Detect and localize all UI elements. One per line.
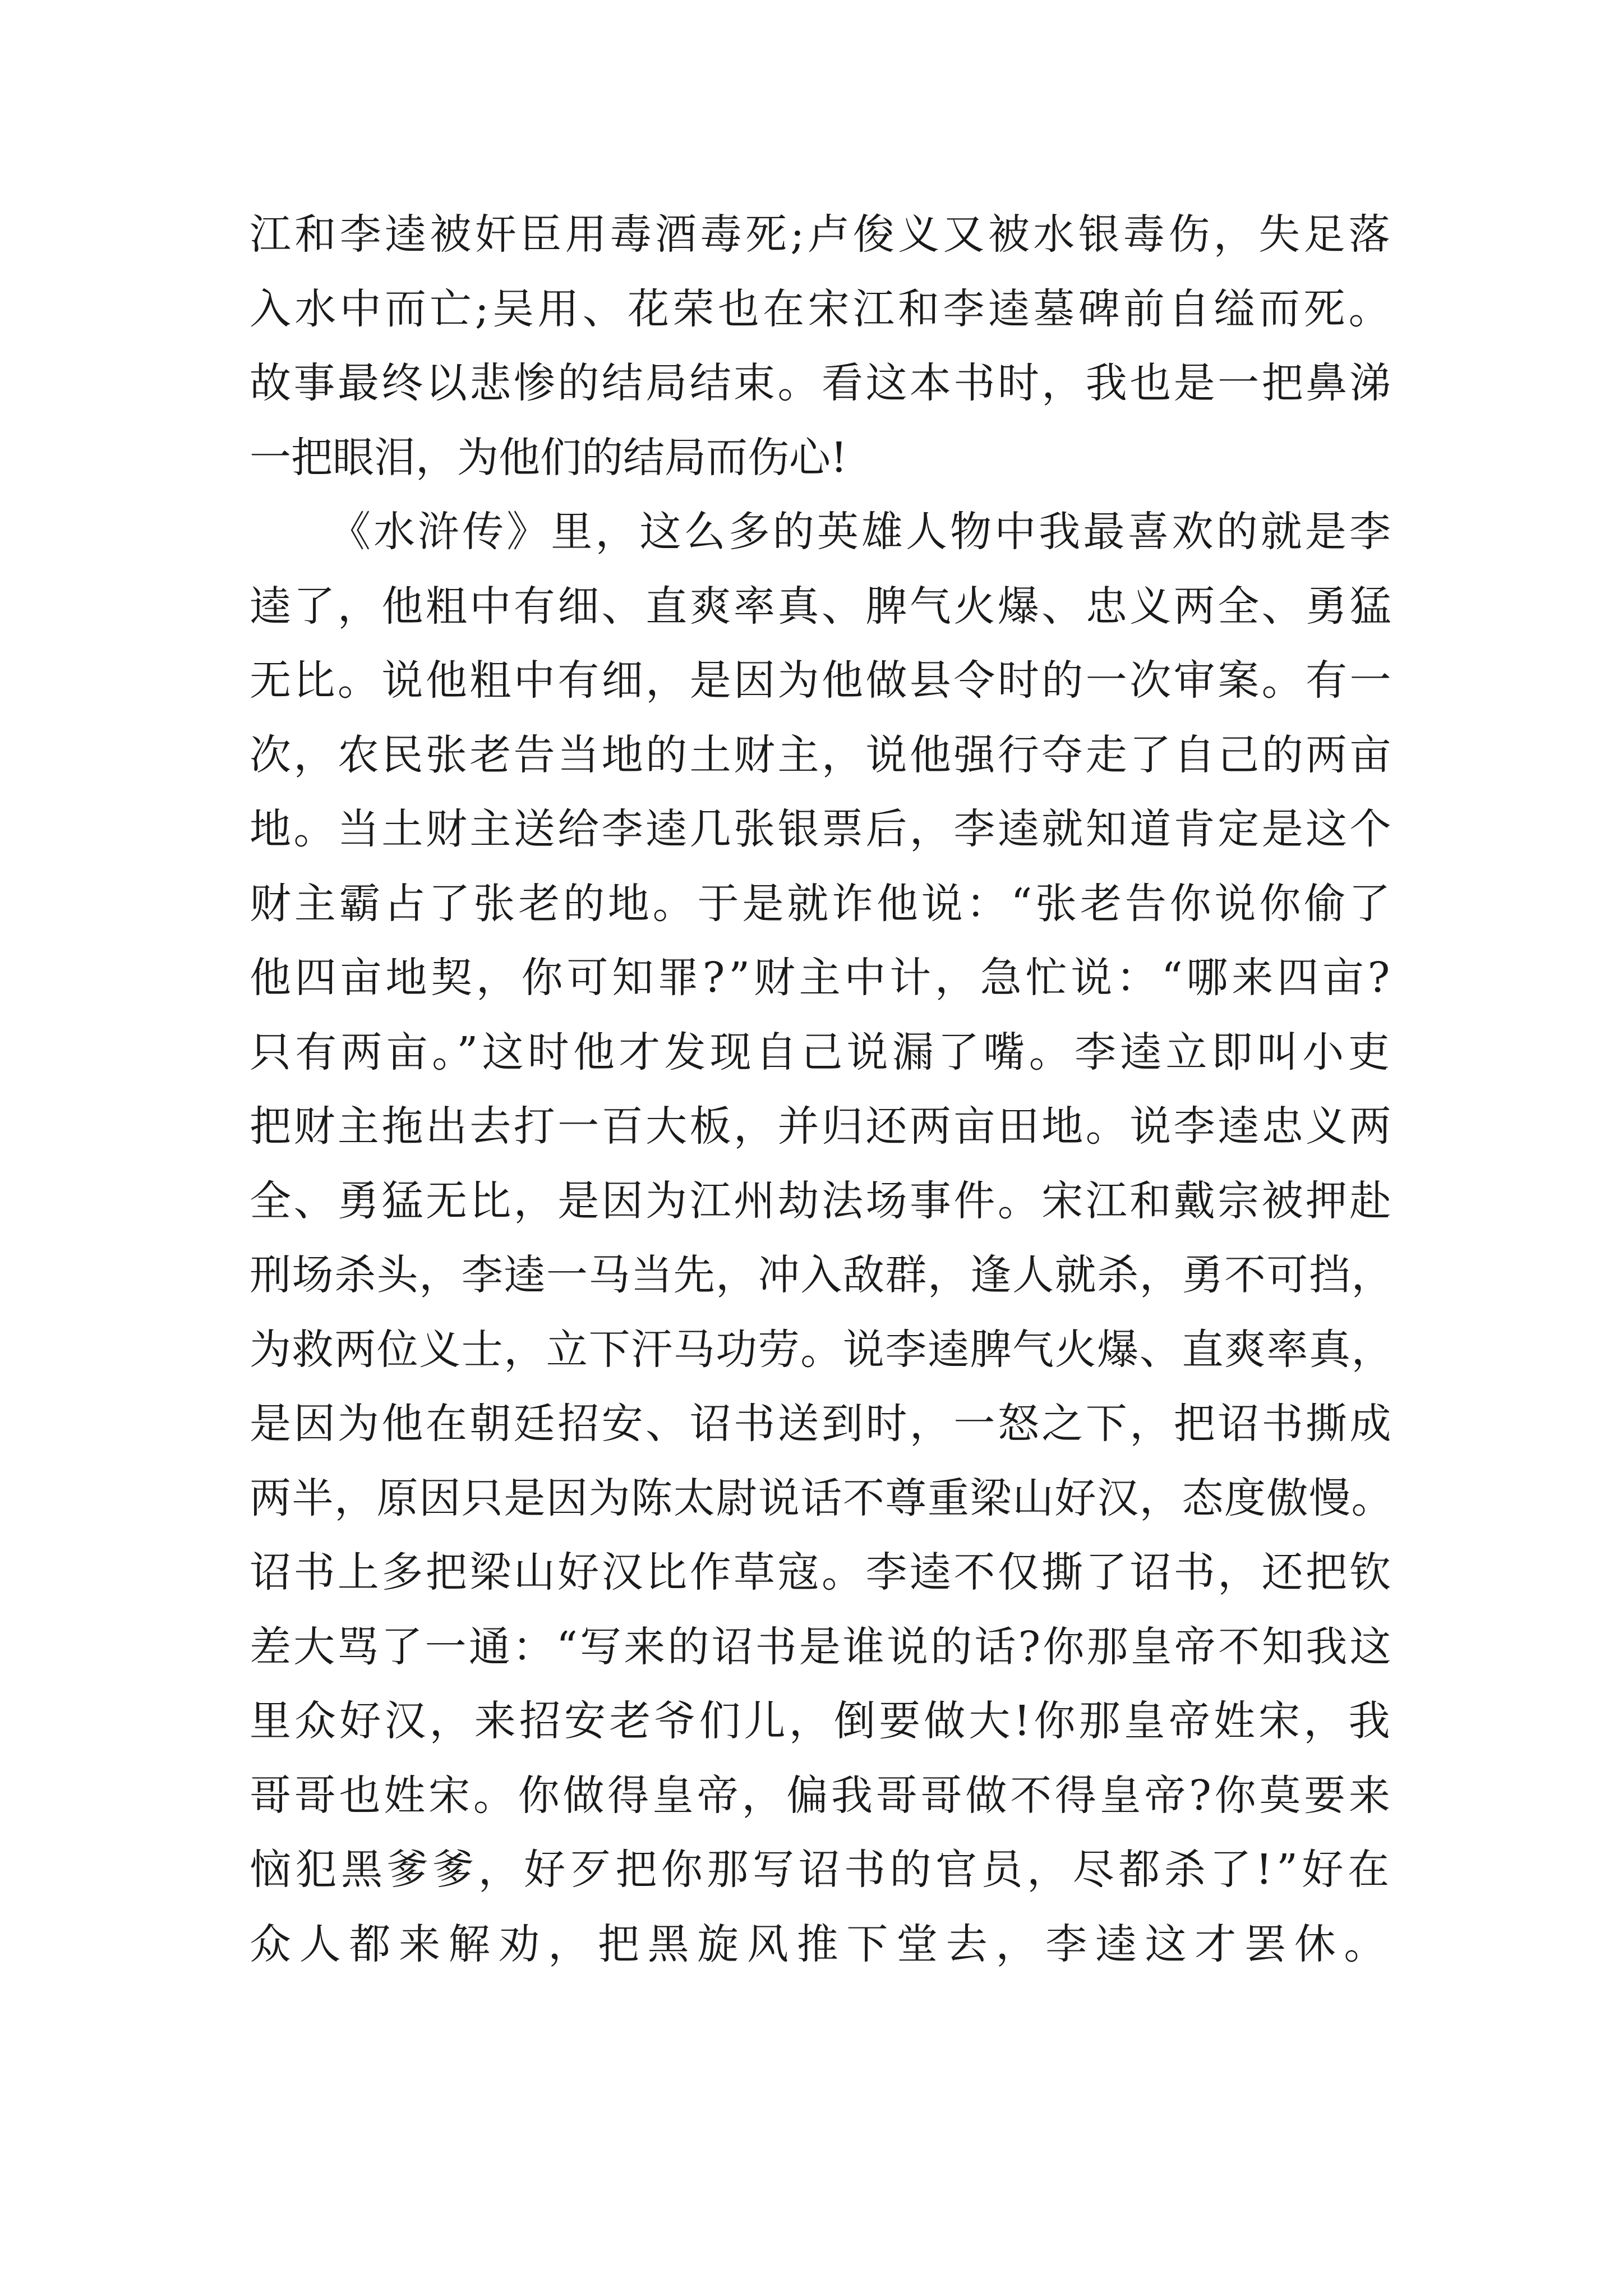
paragraph-first-line: 《水浒传》里，这么多的英雄人物中我最喜欢的就是李 [329,508,1394,556]
text-line: 江和李逵被奸臣用毒酒毒死;卢俊义又被水银毒伤，失足落 [250,210,1394,259]
text-line: 全、勇猛无比，是因为江州劫法场事件。宋江和戴宗被押赴 [250,1177,1394,1225]
text-line: 无比。说他粗中有细，是因为他做县令时的一次审案。有一 [250,656,1394,705]
text-line: 次，农民张老告当地的土财主，说他强行夺走了自己的两亩 [250,731,1394,779]
text-line: 是因为他在朝廷招安、诏书送到时，一怒之下，把诏书撕成 [250,1400,1394,1448]
text-line: 入水中而亡;吴用、花荣也在宋江和李逵墓碑前自缢而死。 [250,285,1394,333]
text-line: 哥哥也姓宋。你做得皇帝，偏我哥哥做不得皇帝?你莫要来 [250,1772,1394,1820]
text-line: 逵了，他粗中有细、直爽率真、脾气火爆、忠义两全、勇猛 [250,582,1394,631]
text-line: 刑场杀头，李逵一马当先，冲入敌群，逢人就杀，勇不可挡， [250,1251,1394,1299]
text-line: 把财主拖出去打一百大板，并归还两亩田地。说李逵忠义两 [250,1102,1394,1151]
text-line: 故事最终以悲惨的结局结束。看这本书时，我也是一把鼻涕 [250,359,1394,407]
text-line: 众人都来解劝，把黑旋风推下堂去，李逵这才罢休。 [250,1920,1394,1968]
text-line: 只有两亩。”这时他才发现自己说漏了嘴。李逵立即叫小吏 [250,1028,1394,1076]
text-line: 两半，原因只是因为陈太尉说话不尊重梁山好汉，态度傲慢。 [250,1474,1394,1522]
text-line: 差大骂了一通：“写来的诏书是谁说的话?你那皇帝不知我这 [250,1623,1394,1671]
text-line: 里众好汉，来招安老爷们儿，倒要做大!你那皇帝姓宋，我 [250,1697,1394,1745]
text-line: 他四亩地契，你可知罪?”财主中计，急忙说：“哪来四亩? [250,954,1394,1002]
text-line: 地。当土财主送给李逵几张银票后，李逵就知道肯定是这个 [250,805,1394,853]
text-line: 诏书上多把梁山好汉比作草寇。李逵不仅撕了诏书，还把钦 [250,1548,1394,1596]
text-line: 财主霸占了张老的地。于是就诈他说：“张老告你说你偷了 [250,880,1394,928]
text-line: 一把眼泪，为他们的结局而伤心! [250,434,847,482]
text-line: 恼犯黑爹爹，好歹把你那写诏书的官员，尽都杀了!”好在 [250,1846,1394,1894]
text-line: 为救两位义士，立下汗马功劳。说李逵脾气火爆、直爽率真， [250,1326,1394,1374]
